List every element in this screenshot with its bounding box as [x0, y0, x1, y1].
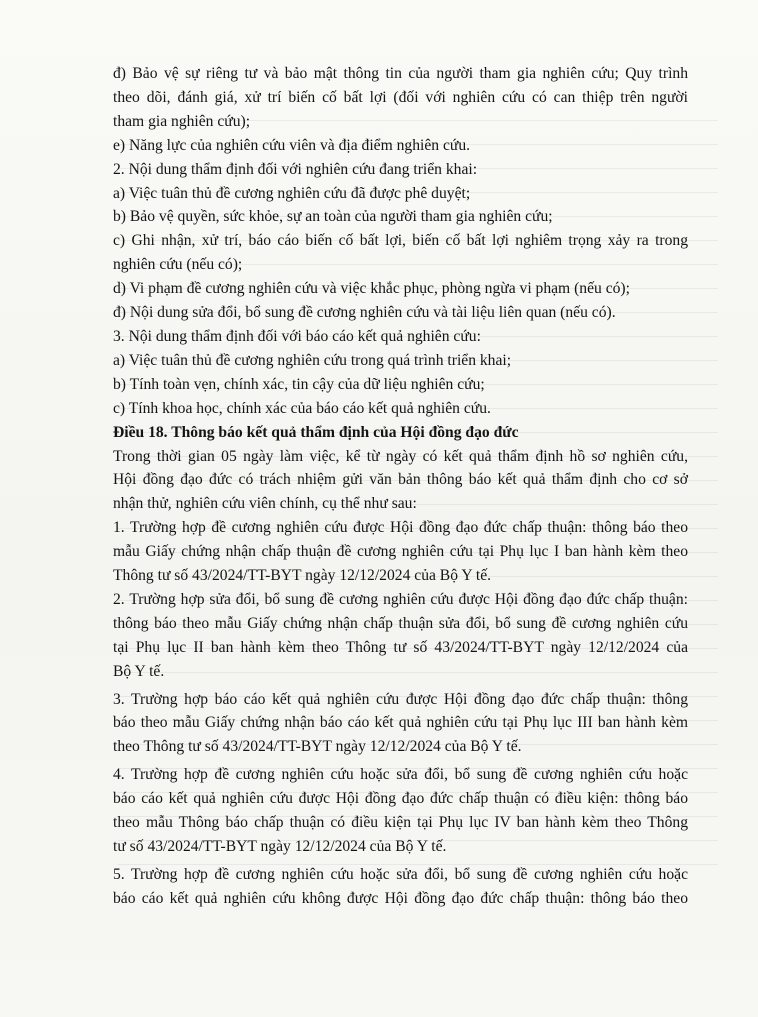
case-3-line-3: theo Thông tư số 43/2024/TT-BYT ngày 12/12/2024 của Bộ Y tế.	[113, 738, 522, 756]
case-4-line-1: 4. Trường hợp đề cương nghiên cứu hoặc sửa đổi, bổ sung đề cương nghiên cứu hoặc	[113, 766, 688, 784]
section-2-title: 2. Nội dung thẩm định đối với nghiên cứu đang triển khai:	[113, 160, 478, 178]
para-d2-line-1: đ) Bảo vệ sự riêng tư và bảo mật thông tin của người tham gia nghiên cứu; Quy trình	[113, 65, 688, 82]
section-2-item-b: b) Bảo vệ quyền, sức khỏe, sự an toàn của người tham gia nghiên cứu;	[113, 208, 553, 226]
case-2-line-1: 2. Trường hợp sửa đổi, bổ sung đề cương nghiên cứu được Hội đồng đạo đức chấp thuận:	[113, 590, 688, 608]
case-4-line-4: tư số 43/2024/TT-BYT ngày 12/12/2024 của Bộ Y tế.	[113, 838, 447, 855]
case-2-line-3: tại Phụ lục II ban hành kèm theo Thông tư số 43/2024/TT-BYT ngày 12/12/2024 của	[113, 638, 688, 656]
section-3-title: 3. Nội dung thẩm định đối với báo cáo kết quả nghiên cứu:	[113, 327, 481, 345]
article-18-heading: Điều 18. Thông báo kết quả thẩm định của Hội đồng đạo đức	[113, 423, 519, 441]
case-4-line-3: theo mẫu Thông báo chấp thuận có điều kiện tại Phụ lục IV ban hành kèm theo Thông	[113, 814, 688, 832]
article-18-intro-line-2: Hội đồng đạo đức có trách nhiệm gửi văn bản thông báo kết quả thẩm định cho cơ sở	[113, 471, 688, 489]
item-e: e) Năng lực của nghiên cứu viên và địa điểm nghiên cứu.	[113, 136, 471, 154]
section-2-item-a: a) Việc tuân thủ đề cương nghiên cứu đã được phê duyệt;	[113, 184, 471, 202]
case-3-line-2: báo theo mẫu Giấy chứng nhận báo cáo kết quả nghiên cứu tại Phụ lục III ban hành kèm	[113, 714, 688, 732]
case-1-line-1: 1. Trường hợp đề cương nghiên cứu được Hội đồng đạo đức chấp thuận: thông báo theo	[113, 519, 688, 537]
section-3-item-a: a) Việc tuân thủ đề cương nghiên cứu trong quá trình triển khai;	[113, 351, 512, 369]
section-3-item-c: c) Tính khoa học, chính xác của báo cáo kết quả nghiên cứu.	[113, 399, 491, 417]
case-5-line-2: báo cáo kết quả nghiên cứu không được Hội đồng đạo đức chấp thuận: thông báo theo	[113, 889, 688, 907]
case-4-line-2: báo cáo kết quả nghiên cứu được Hội đồng đạo đức chấp thuận có điều kiện: thông báo	[113, 790, 688, 808]
section-2-item-c-line-2: nghiên cứu (nếu có);	[113, 256, 243, 274]
case-1-line-2: mẫu Giấy chứng nhận chấp thuận đề cương nghiên cứu tại Phụ lục I ban hành kèm theo	[113, 543, 688, 561]
article-18-intro-line-3: nhận thử, nghiên cứu viên chính, cụ thể như sau:	[113, 495, 417, 513]
section-2-item-dd: đ) Nội dung sửa đổi, bổ sung đề cương nghiên cứu và tài liệu liên quan (nếu có).	[113, 304, 616, 322]
para-d2-line-2: theo dõi, đánh giá, xử trí biến cố bất lợi (đối với nghiên cứu có can thiệp trên người	[113, 88, 688, 106]
section-3-item-b: b) Tính toàn vẹn, chính xác, tin cậy của dữ liệu nghiên cứu;	[113, 375, 485, 393]
case-2-line-2: thông báo theo mẫu Giấy chứng nhận chấp thuận sửa đổi, bổ sung đề cương nghiên cứu	[113, 614, 688, 632]
case-2-line-4: Bộ Y tế.	[113, 662, 165, 680]
case-5-line-1: 5. Trường hợp đề cương nghiên cứu hoặc sửa đổi, bổ sung đề cương nghiên cứu hoặc	[113, 865, 688, 883]
para-d2-line-3: tham gia nghiên cứu);	[113, 112, 251, 130]
document-body	[113, 62, 688, 911]
article-18-intro-line-1: Trong thời gian 05 ngày làm việc, kể từ ngày có kết quả thẩm định hồ sơ nghiên cứu,	[113, 447, 688, 465]
case-1-line-3: Thông tư số 43/2024/TT-BYT ngày 12/12/2024 của Bộ Y tế.	[113, 567, 492, 585]
case-3-line-1: 3. Trường hợp báo cáo kết quả nghiên cứu được Hội đồng đạo đức chấp thuận: thông	[113, 690, 688, 708]
section-2-item-d: d) Vi phạm đề cương nghiên cứu và việc khắc phục, phòng ngừa vi phạm (nếu có);	[113, 280, 630, 298]
section-2-item-c-line-1: c) Ghi nhận, xử trí, báo cáo biến cố bất lợi, biến cố bất lợi nghiêm trọng xảy ra trong	[113, 232, 688, 250]
